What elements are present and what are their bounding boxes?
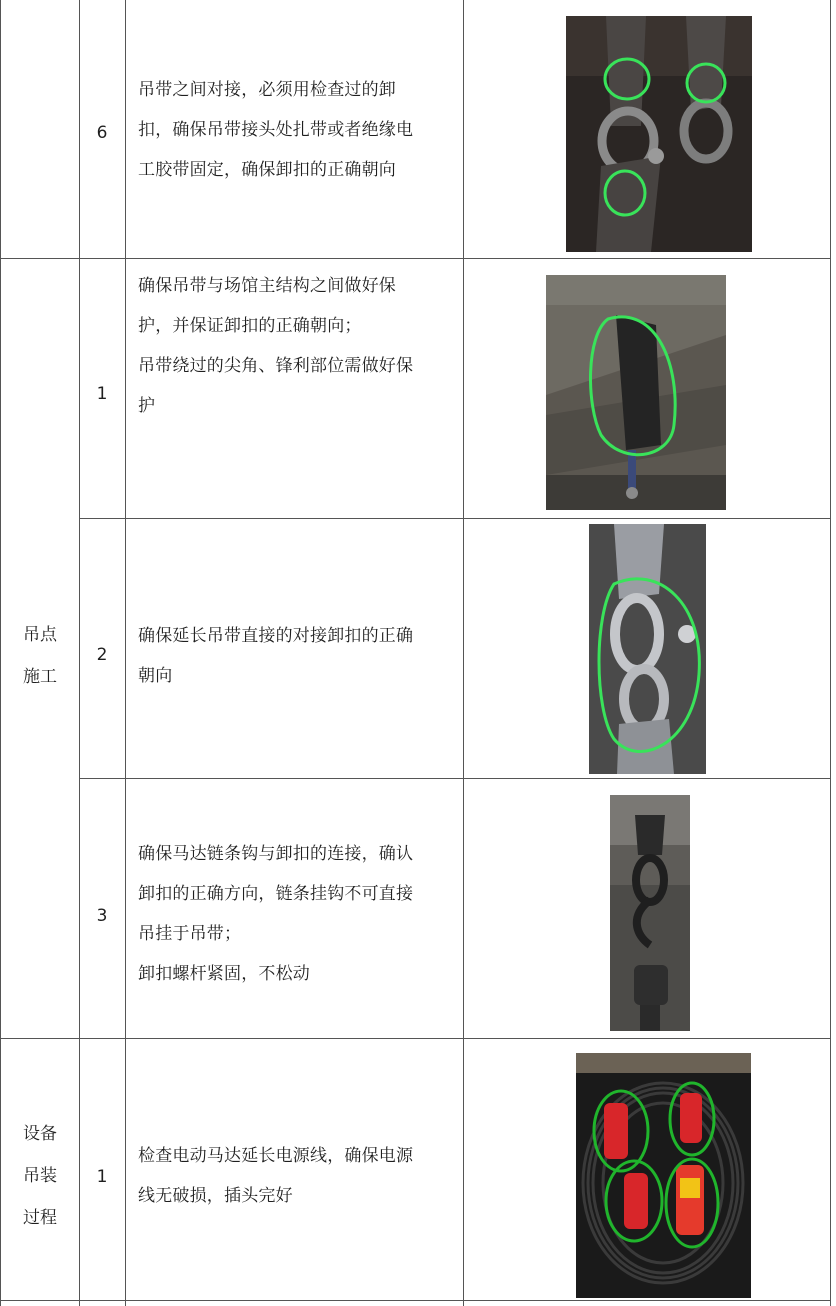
table-border-left (0, 0, 1, 1306)
row-number: 3 (96, 906, 108, 926)
column-divider (463, 0, 464, 1306)
row-number: 1 (96, 1167, 108, 1187)
beam-protection-photo-icon (546, 275, 726, 510)
row-description: 确保延长吊带直接的对接卸扣的正确 朝向 (138, 626, 414, 686)
column-divider (125, 0, 126, 1306)
row-divider (0, 258, 831, 259)
table-border-bottom (0, 1300, 831, 1301)
row-description: 检查电动马达延长电源线，确保电源 线无破损，插头完好 (138, 1146, 414, 1206)
row-number: 1 (96, 384, 108, 404)
row-divider (0, 1038, 831, 1039)
category-label: 设备 吊装 过程 (23, 1124, 57, 1228)
row-description: 吊带之间对接，必须用检查过的卸 扣，确保吊带接头处扎带或者绝缘电 工胶带固定，确保卸扣的正确朝向 (138, 80, 414, 180)
row-divider (79, 518, 831, 519)
category-label: 吊点 施工 (23, 625, 57, 687)
power-cable-plugs-photo-icon (576, 1053, 751, 1298)
row-description: 确保吊带与场馆主结构之间做好保 护，并保证卸扣的正确朝向； 吊带绕过的尖角、锋利部位需做好保 护 (138, 276, 414, 416)
row-divider (79, 778, 831, 779)
chain-hook-photo-icon (610, 795, 690, 1031)
table-border-right (830, 0, 831, 1306)
row-number: 2 (96, 645, 108, 665)
sling-shackle-photo-icon (566, 16, 752, 252)
row-description: 确保马达链条钩与卸扣的连接，确认 卸扣的正确方向，链条挂钩不可直接 吊挂于吊带； 卸扣螺杆紧固，不松动 (138, 844, 414, 984)
shackle-connection-photo-icon (589, 524, 706, 774)
row-number: 6 (96, 123, 108, 143)
